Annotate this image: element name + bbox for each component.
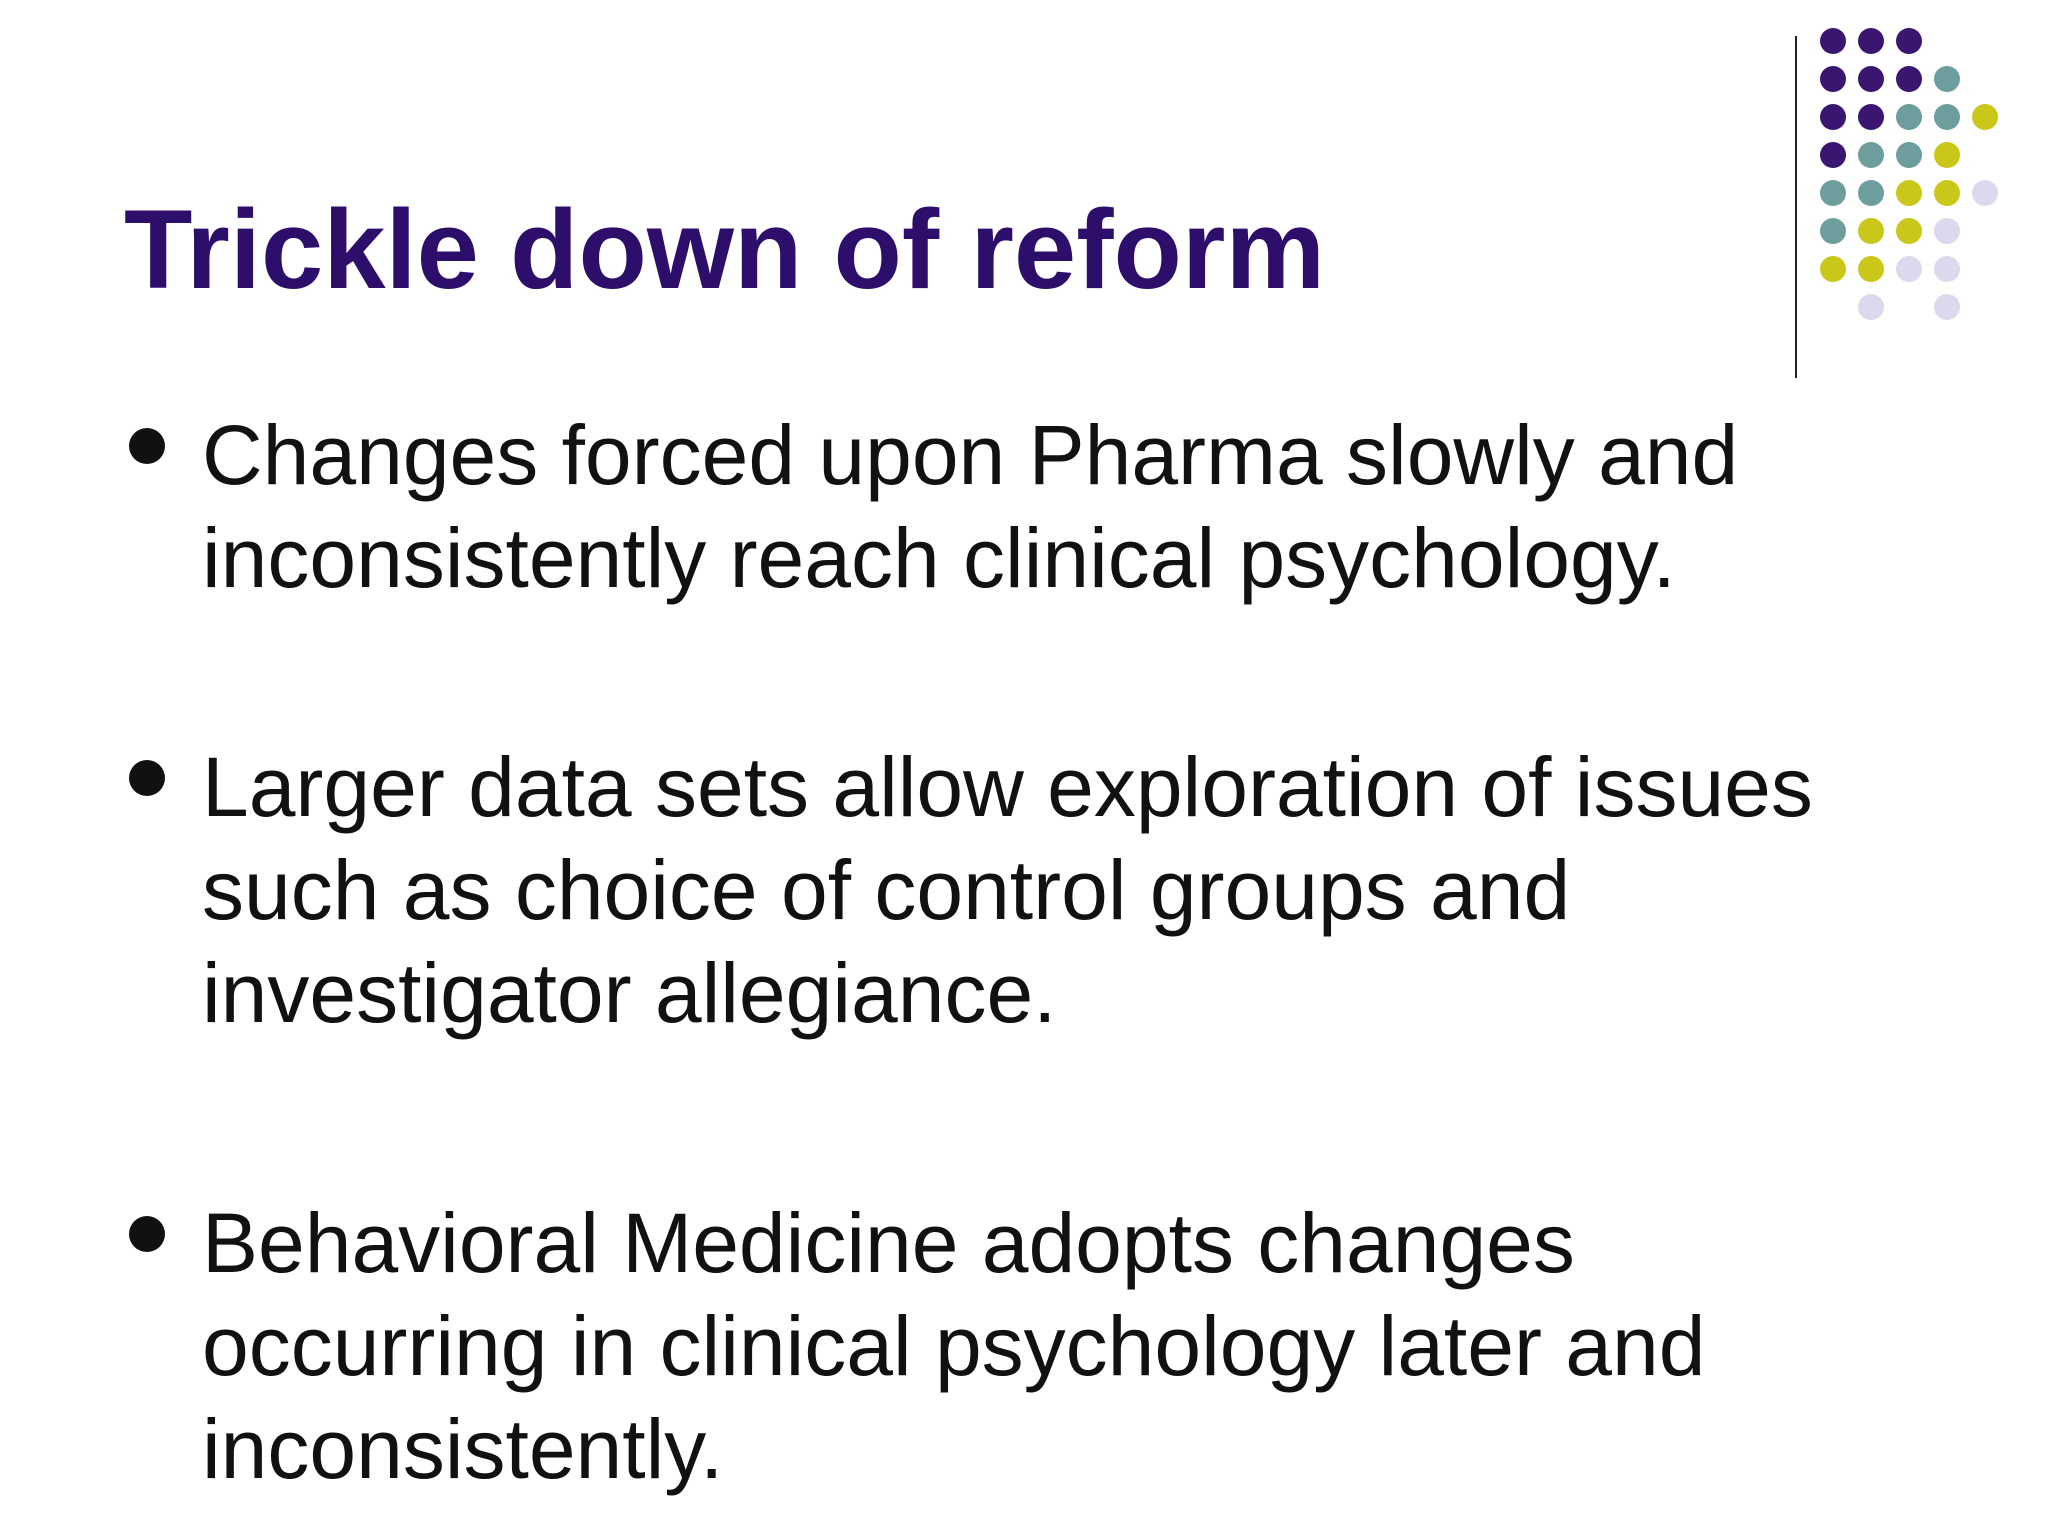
decorative-dot xyxy=(1858,256,1884,282)
decorative-dot xyxy=(1972,180,1998,206)
decorative-dot xyxy=(1934,218,1960,244)
decorative-dot xyxy=(1858,104,1884,130)
decorative-dot xyxy=(1896,66,1922,92)
decorative-dot xyxy=(1820,28,1846,54)
decorative-dot xyxy=(1858,142,1884,168)
bullet-marker xyxy=(129,428,165,464)
bullet-line: investigator allegiance. xyxy=(202,946,1057,1040)
decorative-dot xyxy=(1820,180,1846,206)
bullet-line: Larger data sets allow exploration of issues xyxy=(202,740,1813,834)
decorative-dot xyxy=(1858,218,1884,244)
bullet-text xyxy=(202,404,1902,610)
decorative-dot xyxy=(1934,180,1960,206)
bullet-text xyxy=(202,736,1902,1045)
slide-title: Trickle down of reform xyxy=(124,187,1326,312)
decorative-dot xyxy=(1896,218,1922,244)
decorative-dot xyxy=(1896,104,1922,130)
decorative-dot xyxy=(1972,104,1998,130)
bullet-line: Changes forced upon Pharma slowly and xyxy=(202,408,1739,502)
decorative-dot xyxy=(1858,180,1884,206)
bullet-line: inconsistently. xyxy=(202,1402,724,1496)
decorative-dot xyxy=(1820,256,1846,282)
decorative-dot xyxy=(1858,28,1884,54)
decorative-dot-grid xyxy=(1820,28,2040,338)
decorative-dot xyxy=(1934,294,1960,320)
vertical-divider xyxy=(1795,36,1797,378)
decorative-dot xyxy=(1896,256,1922,282)
bullet-line: inconsistently reach clinical psychology. xyxy=(202,511,1676,605)
decorative-dot xyxy=(1934,104,1960,130)
decorative-dot xyxy=(1896,28,1922,54)
decorative-dot xyxy=(1896,180,1922,206)
bullet-line: Behavioral Medicine adopts changes xyxy=(202,1196,1575,1290)
decorative-dot xyxy=(1934,66,1960,92)
decorative-dot xyxy=(1934,256,1960,282)
decorative-dot xyxy=(1820,142,1846,168)
decorative-dot xyxy=(1896,142,1922,168)
bullet-marker xyxy=(129,1216,165,1252)
decorative-dot xyxy=(1820,218,1846,244)
decorative-dot xyxy=(1820,104,1846,130)
bullet-text xyxy=(202,1192,1902,1501)
decorative-dot xyxy=(1858,66,1884,92)
decorative-dot xyxy=(1858,294,1884,320)
bullet-marker xyxy=(129,760,165,796)
bullet-line: such as choice of control groups and xyxy=(202,843,1571,937)
bullet-line: occurring in clinical psychology later and xyxy=(202,1299,1706,1393)
decorative-dot xyxy=(1934,142,1960,168)
decorative-dot xyxy=(1820,66,1846,92)
